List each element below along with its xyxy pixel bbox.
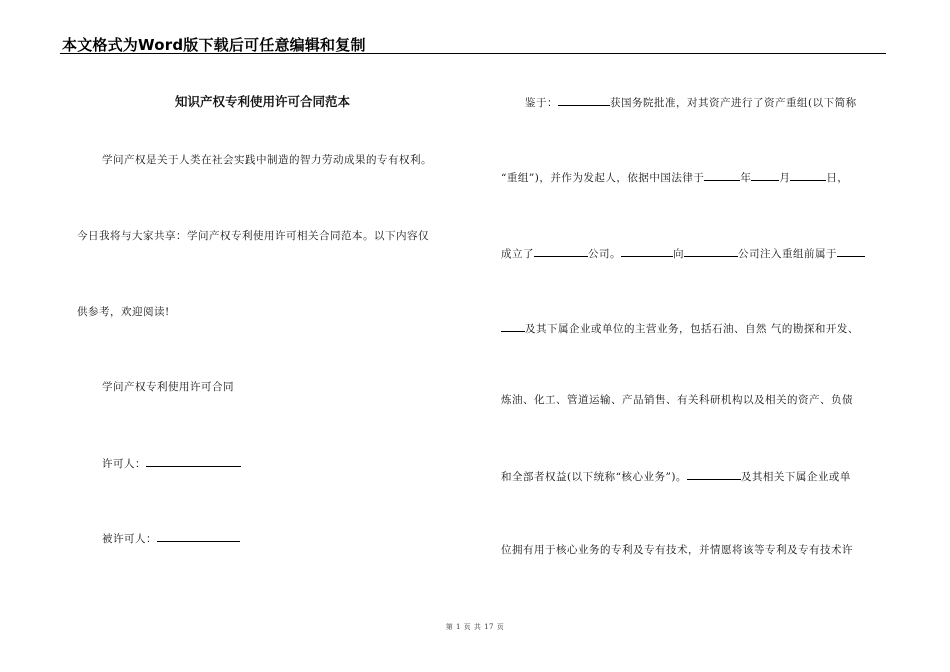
recital-text: 公司注入重组前属于: [738, 248, 837, 260]
month-blank: [751, 169, 779, 181]
recital-line-1: [525, 94, 857, 110]
header-rule: [60, 53, 886, 54]
recital-line-2: [501, 169, 848, 185]
blank-field: [684, 245, 738, 257]
contract-heading: 学问产权专利使用许可合同: [102, 381, 234, 393]
paragraph-intro-line-3: 供参考，欢迎阅读!: [77, 306, 170, 318]
recital-text: 成立了: [501, 248, 534, 260]
blank-field: [687, 468, 741, 480]
blank-field: [534, 245, 588, 257]
licensee-label: 被许可人：: [102, 533, 157, 545]
recital-line-5: 炼油、化工、管道运输、产品销售、有关科研机构以及相关的资产、负债: [501, 394, 853, 406]
blank-field: [621, 245, 673, 257]
blank-field: [558, 94, 610, 106]
recital-text: “重组”)，并作为发起人，依据中国法律于: [501, 172, 705, 184]
day-blank: [790, 169, 826, 181]
recital-line-6: [501, 468, 851, 484]
recital-text: 向: [673, 248, 684, 260]
recital-line-3: [501, 245, 865, 261]
recital-text: 年: [740, 172, 752, 184]
paragraph-intro-line-2: 今日我将与大家共享：学问产权专利使用许可相关合同范本。以下内容仅: [77, 230, 429, 242]
licensor-label: 许可人：: [102, 458, 146, 470]
blank-field: [501, 320, 525, 332]
year-blank: [704, 169, 740, 181]
licensor-line: [102, 455, 241, 471]
document-banner: 本文格式为Word版下载后可任意编辑和复制: [62, 36, 366, 54]
recital-text: 及其相关下属企业或单: [740, 471, 851, 483]
document-title: 知识产权专利使用许可合同范本: [174, 94, 350, 109]
recital-line-7: 位拥有用于核心业务的专利及专有技术，并情愿将该等专利及专有技术许: [501, 544, 853, 556]
recital-line-4: [501, 320, 859, 336]
recital-text: 日，: [826, 172, 849, 184]
licensor-blank: [146, 455, 241, 467]
recital-text: 获国务院批准，对其资产进行了资产重组(以下简称: [610, 97, 857, 109]
recital-text: 和全部者权益(以下统称“核心业务”)。: [501, 471, 687, 483]
recital-text: 公司。: [588, 248, 621, 260]
paragraph-intro-line-1: 学问产权是关于人类在社会实践中制造的智力劳动成果的专有权利。: [102, 154, 432, 166]
recital-text: 月: [779, 172, 791, 184]
licensee-blank: [157, 530, 240, 542]
recital-text: 及其下属企业或单位的主营业务，包括石油、自然 气的勘探和开发、: [525, 323, 859, 335]
recital-text: 鉴于：: [525, 97, 558, 109]
licensee-line: [102, 530, 240, 546]
blank-field: [837, 245, 865, 257]
page-footer: 第 1 页 共 17 页: [445, 623, 505, 631]
